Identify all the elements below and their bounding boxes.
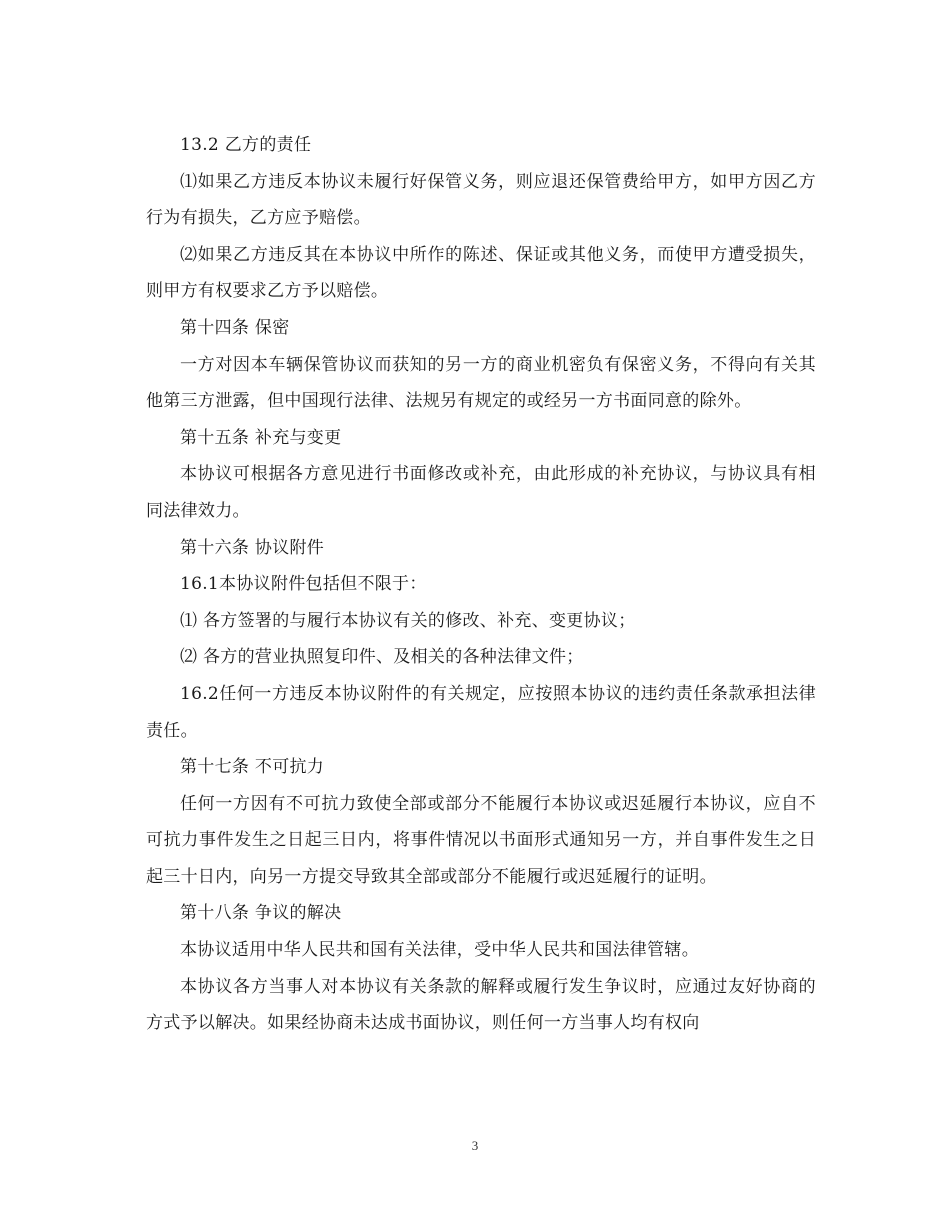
clause-paragraph: 本协议适用中华人民共和国有关法律，受中华人民共和国法律管辖。 <box>180 940 699 961</box>
list-item: ⑴ 各方签署的与履行本协议有关的修改、补充、变更协议； <box>180 610 636 631</box>
clause-paragraph: 一方对因本车辆保管协议而获知的另一方的商业机密负有保密义务，不得向有关其他第三方泄露，但中国现行法律、法规另有规定的或经另一方书面同意的除外。 <box>146 354 816 412</box>
article-heading-15: 第十五条 补充与变更 <box>180 427 342 448</box>
article-heading-16: 第十六条 协议附件 <box>180 537 325 558</box>
document-body <box>146 127 816 1042</box>
list-item: ⑵ 各方的营业执照复印件、及相关的各种法律文件； <box>180 647 584 668</box>
article-heading-14: 第十四条 保密 <box>180 317 290 338</box>
page-number: 3 <box>471 1138 479 1153</box>
clause-paragraph: 本协议各方当事人对本协议有关条款的解释或履行发生争议时，应通过友好协商的方式予以解决。如果经协商未达成书面协议，则任何一方当事人均有权向 <box>146 976 816 1034</box>
clause-paragraph: ⑵如果乙方违反其在本协议中所作的陈述、保证或其他义务，而使甲方遭受损失，则甲方有权要求乙方予以赔偿。 <box>146 244 816 302</box>
article-heading-17: 第十七条 不可抗力 <box>180 757 325 778</box>
clause-paragraph: ⑴如果乙方违反本协议未履行好保管义务，则应退还保管费给甲方，如甲方因乙方行为有损失，乙方应予赔偿。 <box>146 171 816 229</box>
clause-paragraph: 16.2任何一方违反本协议附件的有关规定，应按照本协议的违约责任条款承担法律责任。 <box>146 683 816 741</box>
clause-paragraph: 本协议可根据各方意见进行书面修改或补充，由此形成的补充协议，与协议具有相同法律效力。 <box>146 464 816 521</box>
section-heading-13-2: 13.2 乙方的责任 <box>180 135 312 155</box>
article-heading-18: 第十八条 争议的解决 <box>180 903 342 924</box>
clause-paragraph: 任何一方因有不可抗力致使全部或部分不能履行本协议或迟延履行本协议，应自不可抗力事件发生之日起三日内，将事件情况以书面形式通知另一方，并自事件发生之日起三十日内，向另一方提交导致其全部或部分不能履行或迟延履行的证明。 <box>146 793 816 887</box>
clause-paragraph: 16.1本协议附件包括但不限于： <box>180 574 427 595</box>
